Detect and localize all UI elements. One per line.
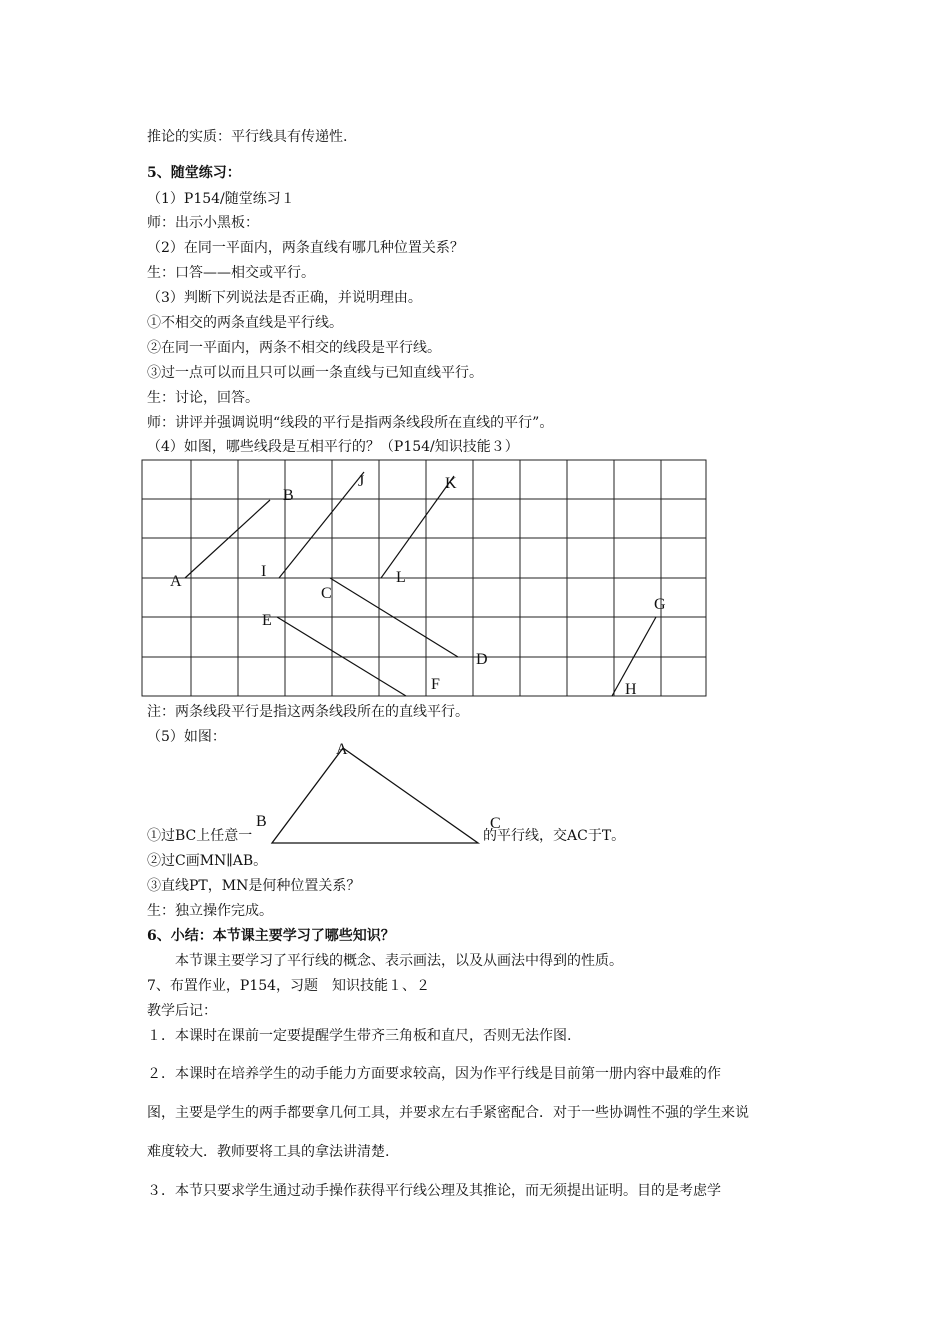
grid-figure <box>140 456 710 701</box>
label-i: I <box>261 563 267 580</box>
triangle-figure <box>250 736 520 848</box>
text-line: 推论的实质：平行线具有传递性. <box>147 129 348 145</box>
segment-ab <box>185 500 270 578</box>
label-f: F <box>431 676 440 693</box>
label-h: H <box>625 681 637 698</box>
text-line: 7、布置作业，P154，习题 知识技能１、２ <box>147 978 431 994</box>
label-j: J <box>358 473 365 490</box>
text-line: 本节课主要学习了平行线的概念、表示画法，以及从画法中得到的性质。 <box>175 953 623 969</box>
text-line: 难度较大．教师要将工具的拿法讲清楚. <box>147 1144 390 1160</box>
text-line: ③直线PT，MN是何种位置关系？ <box>147 878 361 894</box>
triangle-label-c: C <box>490 815 501 832</box>
section-heading: 6、小结：本节课主要学习了哪些知识？ <box>147 928 395 944</box>
text-line-end: 的平行线，交AC于T。 <box>483 828 626 844</box>
text-line: ３．本节只要求学生通过动手操作获得平行线公理及其推论，而无须提出证明。目的是考虑学 <box>147 1183 721 1199</box>
text-line: ②过C画MN∥AB。 <box>147 853 268 869</box>
text-line: （5）如图： <box>147 729 226 745</box>
text-line: １．本课时在课前一定要提醒学生带齐三角板和直尺，否则无法作图. <box>147 1028 572 1044</box>
label-c: C <box>321 585 332 602</box>
text-line-start: ①过BC上任意一 <box>147 828 253 844</box>
text-line: ③过一点可以而且只可以画一条直线与已知直线平行。 <box>147 365 483 381</box>
text-line: （3）判断下列说法是否正确，并说明理由。 <box>147 290 422 306</box>
label-e: E <box>262 612 272 629</box>
text-line: 生：讨论，回答。 <box>147 390 259 406</box>
triangle-label-a: A <box>336 741 348 758</box>
label-l: L <box>396 569 406 586</box>
label-a: A <box>170 573 182 590</box>
text-line: （2）在同一平面内，两条直线有哪几种位置关系？ <box>147 240 464 256</box>
label-d: D <box>476 651 488 668</box>
segment-kl <box>381 476 454 578</box>
text-line: 教学后记： <box>147 1003 217 1019</box>
label-b: B <box>283 487 294 504</box>
label-g: G <box>654 596 666 613</box>
text-line: 生：独立操作完成。 <box>147 903 273 919</box>
text-line: 生：口答——相交或平行。 <box>147 265 315 281</box>
text-line: 图，主要是学生的两手都要拿几何工具，并要求左右手紧密配合．对于一些协调性不强的学生来说 <box>147 1105 749 1121</box>
text-line: ①不相交的两条直线是平行线。 <box>147 315 343 331</box>
text-line: （1）P154/随堂练习１ <box>147 191 295 207</box>
text-line: ２．本课时在培养学生的动手能力方面要求较高，因为作平行线是目前第一册内容中最难的作 <box>147 1066 721 1082</box>
text-line: ②在同一平面内，两条不相交的线段是平行线。 <box>147 340 441 356</box>
label-k: K <box>445 475 457 492</box>
text-line: 师：出示小黑板： <box>147 215 259 231</box>
section-heading: 5、随堂练习： <box>147 165 241 181</box>
triangle-label-b: B <box>256 813 267 830</box>
text-line: （4）如图，哪些线段是互相平行的？（P154/知识技能３） <box>147 439 519 455</box>
text-line: 注：两条线段平行是指这两条线段所在的直线平行。 <box>147 704 469 720</box>
text-line: 师：讲评并强调说明“线段的平行是指两条线段所在直线的平行”。 <box>147 415 554 431</box>
